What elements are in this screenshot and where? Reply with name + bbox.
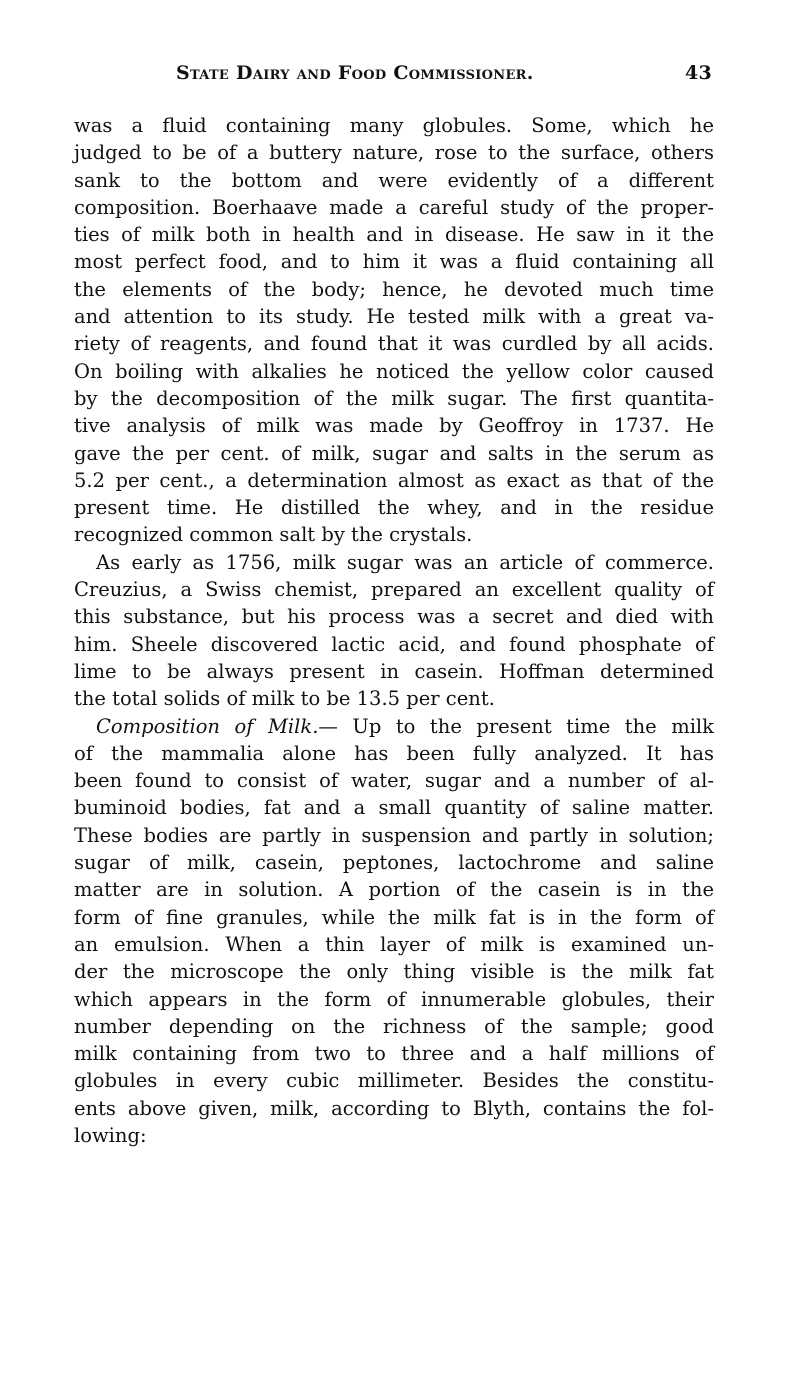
text-line: judged to be of a buttery nature, rose to the surface, others xyxy=(74,141,714,165)
text-line: composition. Boerhaave made a careful study of the proper- xyxy=(74,195,714,219)
text-line: buminoid bodies, fat and a small quantity of saline matter. xyxy=(74,796,714,820)
header-title: State Dairy and Food Commissioner. xyxy=(176,62,534,84)
text-line: tive analysis of milk was made by Geoffroy in 1737. He xyxy=(74,414,714,438)
paragraph-composition xyxy=(74,713,714,1150)
running-header xyxy=(176,62,712,90)
text-line: this substance, but his process was a secret and died with xyxy=(74,605,714,629)
text-line: 5.2 per cent., a determination almost as exact as that of the xyxy=(74,468,714,492)
text-line: an emulsion. When a thin layer of milk is examined un- xyxy=(74,932,714,956)
text-line: These bodies are partly in suspension and partly in solution; xyxy=(74,823,714,847)
text-line: der the microscope the only thing visible is the milk fat xyxy=(74,960,714,984)
text-line: milk containing from two to three and a half millions of xyxy=(74,1042,714,1066)
text-line: was a fluid containing many globules. Some, which he xyxy=(74,114,714,137)
page-body xyxy=(74,112,714,1149)
text-line: sank to the bottom and were evidently of a different xyxy=(74,168,714,192)
text-line: sugar of milk, casein, peptones, lactochrome and saline xyxy=(74,851,714,875)
text-line: gave the per cent. of milk, sugar and salts in the serum as xyxy=(74,441,714,465)
text-line: recognized common salt by the crystals. xyxy=(74,523,473,547)
text-line: On boiling with alkalies he noticed the yellow color caused xyxy=(74,359,714,383)
text-line: and attention to its study. He tested milk with a great va- xyxy=(74,305,714,329)
paragraph-commerce xyxy=(74,549,714,713)
page-number: 43 xyxy=(684,62,712,84)
text-line: form of fine granules, while the milk fat is in the form of xyxy=(74,905,714,929)
text-line: by the decomposition of the milk sugar. The first quantita- xyxy=(74,386,714,410)
text-line: number depending on the richness of the sample; good xyxy=(74,1014,714,1038)
paragraph-history xyxy=(74,112,714,549)
text-line: him. Sheele discovered lactic acid, and found phosphate of xyxy=(74,632,714,656)
text-line: Creuzius, a Swiss chemist, prepared an excellent quality of xyxy=(74,578,714,602)
text-line: the total solids of milk to be 13.5 per cent. xyxy=(74,687,495,711)
section-heading: Composition of Milk. xyxy=(96,714,319,738)
text-line: which appears in the form of innumerable globules, their xyxy=(74,987,714,1011)
text-line xyxy=(74,713,714,740)
text-line: globules in every cubic millimeter. Besides the constitu- xyxy=(74,1069,714,1093)
text-line: As early as 1756, milk sugar was an article of commerce. xyxy=(96,550,714,574)
text-line: riety of reagents, and found that it was curdled by all acids. xyxy=(74,332,714,356)
text-line: of the mammalia alone has been fully analyzed. It has xyxy=(74,741,714,765)
text-line: most perfect food, and to him it was a fluid containing all xyxy=(74,250,714,274)
text-span: — Up to the present time the milk xyxy=(318,714,714,738)
text-line: ties of milk both in health and in disease. He saw in it the xyxy=(74,223,714,247)
text-line: present time. He distilled the whey, and in the residue xyxy=(74,496,714,520)
text-line: lime to be always present in casein. Hoffman determined xyxy=(74,659,714,683)
text-line: matter are in solution. A portion of the casein is in the xyxy=(74,878,714,902)
text-line: lowing: xyxy=(74,1123,147,1147)
text-line: the elements of the body; hence, he devoted much time xyxy=(74,277,714,301)
text-line: been found to consist of water, sugar and a number of al- xyxy=(74,769,714,793)
text-line: ents above given, milk, according to Blyth, contains the fol- xyxy=(74,1096,714,1120)
